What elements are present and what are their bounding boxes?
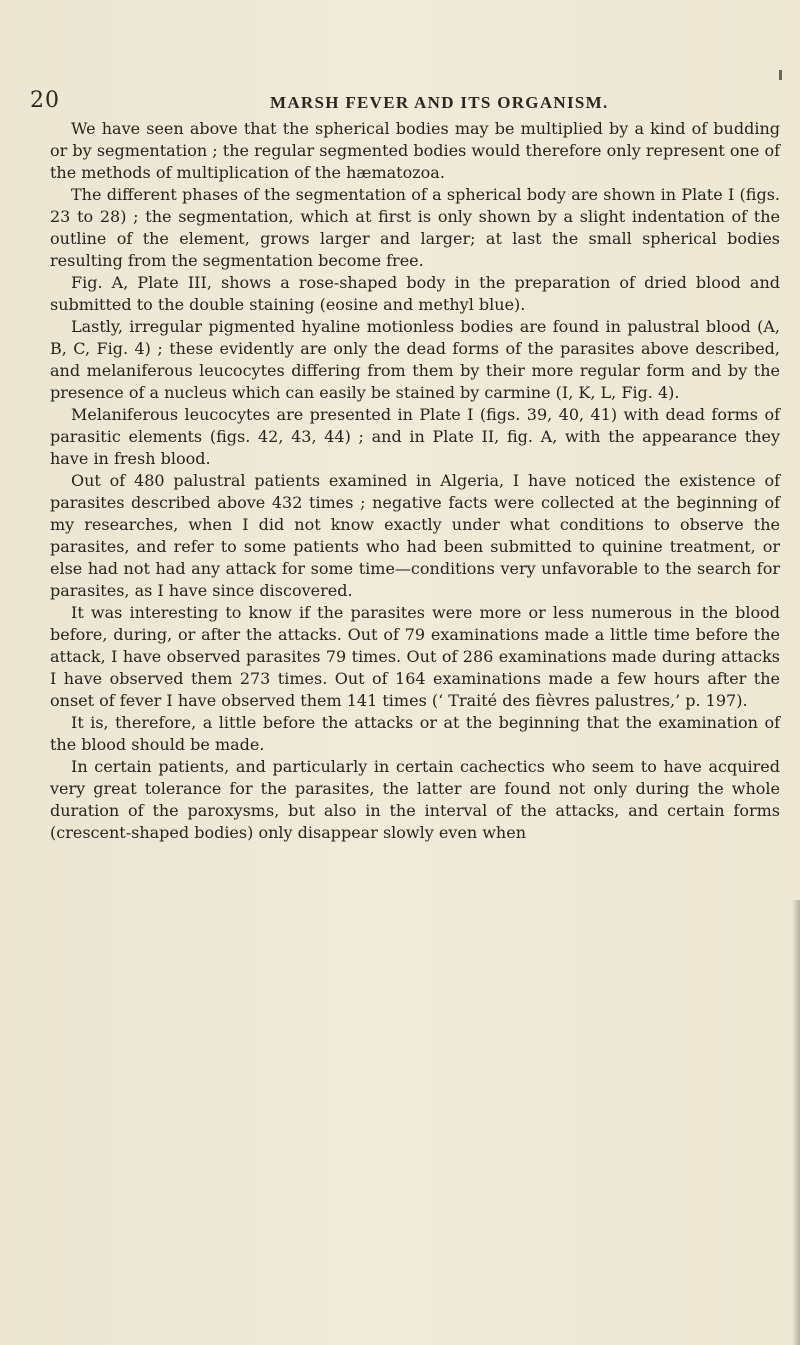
body-text <box>50 118 780 844</box>
paragraph: Lastly, irregular pigmented hyaline motionless bodies are found in palustral blood (A, B, C, Fig. 4) ; these evidently are only the dead forms of the parasites above described, and melaniferous leucocytes differing from them by their more regular form and by the presence of a nucleus which can easily be stained by carmine (I, K, L, Fig. 4). <box>50 317 780 402</box>
paragraph: It is, therefore, a little before the attacks or at the beginning that the examination of the blood should be made. <box>50 713 780 754</box>
paragraph: We have seen above that the spherical bodies may be multiplied by a kind of budding or by segmentation ; the regular segmented bodies would therefore only represent one of the methods of multiplication of the hæmatozoa. <box>50 119 780 182</box>
paragraph: In certain patients, and particularly in certain cachectics who seem to have acquired very great tolerance for the parasites, the latter are found not only during the whole duration of the paroxysms, but also in the interval of the attacks, and certain forms (crescent-shaped bodies) only disappear slowly even when <box>50 757 780 842</box>
paragraph: Out of 480 palustral patients examined in Algeria, I have noticed the existence of parasites described above 432 times ; negative facts were collected at the beginning of my researches, when I did not know exactly under what conditions to observe the parasites, and refer to some patients who had been submitted to quinine treatment, or else had not had any attack for some time—conditions very unfavorable to the search for parasites, as I have since discovered. <box>50 471 780 600</box>
page-number: 20 <box>30 88 60 113</box>
page-edge-shadow <box>792 900 800 1345</box>
running-title: MARSH FEVER AND ITS ORGANISM. <box>270 93 609 112</box>
paragraph: Fig. A, Plate III, shows a rose-shaped body in the preparation of dried blood and submitted to the double staining (eosine and methyl blue). <box>50 273 780 314</box>
paragraph: It was interesting to know if the parasites were more or less numerous in the blood before, during, or after the attacks. Out of 79 examinations made a little time before the attack, I have observed parasites 79 times. Out of 286 examinations made during attacks I have observed them 273 times. Out of 164 examinations made a few hours after the onset of fever I have observed them 141 times (‘ Traité des fièvres palustres,’ p. 197). <box>50 603 780 710</box>
paragraph: Melaniferous leucocytes are presented in Plate I (figs. 39, 40, 41) with dead forms of parasitic elements (figs. 42, 43, 44) ; and in Plate II, fig. A, with the appearance they have in fresh blood. <box>50 405 780 468</box>
paragraph: The different phases of the segmentation of a spherical body are shown in Plate I (figs. 23 to 28) ; the segmentation, which at first is only shown by a slight indentation of the outline of the element, grows larger and larger; at last the small spherical bodies resulting from the segmentation become free. <box>50 185 780 270</box>
page-mark <box>779 70 782 80</box>
